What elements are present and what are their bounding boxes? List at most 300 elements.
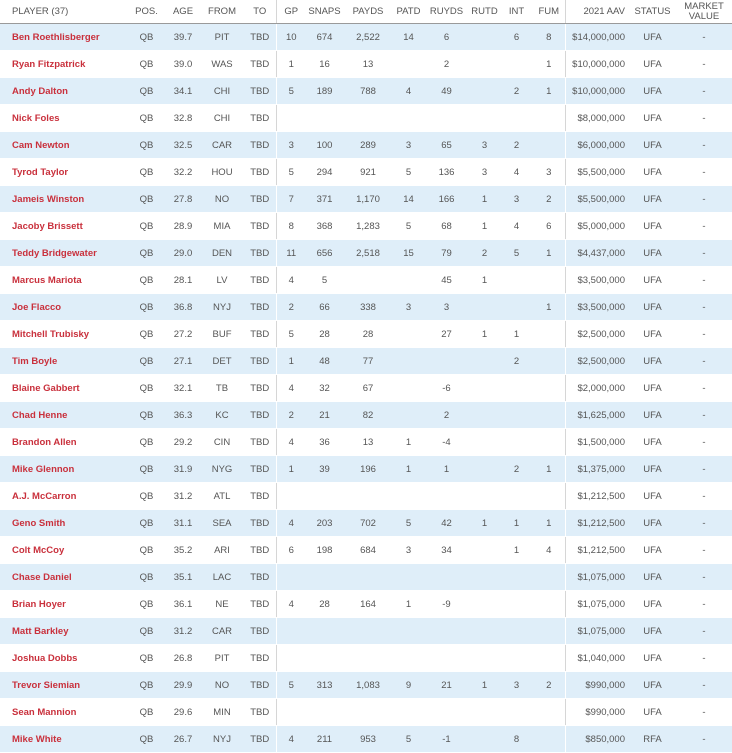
cell-payds: 1,170 [343, 186, 393, 213]
cell-int [500, 429, 533, 456]
cell-fum: 1 [533, 240, 565, 267]
cell-pos: QB [127, 456, 166, 483]
cell-patd: 14 [393, 186, 424, 213]
table-row[interactable] [0, 564, 732, 591]
col-header-rutd[interactable]: RUTD [469, 0, 500, 24]
cell-market-value: - [676, 402, 732, 429]
cell-pos: QB [127, 159, 166, 186]
table-row[interactable] [0, 537, 732, 564]
cell-snaps: 32 [306, 375, 343, 402]
cell-fum: 1 [533, 456, 565, 483]
cell-patd [393, 402, 424, 429]
table-row[interactable] [0, 672, 732, 699]
table-row[interactable] [0, 645, 732, 672]
cell-aav: $2,500,000 [565, 321, 629, 348]
cell-to: TBD [244, 267, 276, 294]
col-header-int[interactable]: INT [500, 0, 533, 24]
cell-fum [533, 726, 565, 753]
cell-fum [533, 699, 565, 726]
cell-payds [343, 699, 393, 726]
table-row[interactable] [0, 483, 732, 510]
col-header-status[interactable]: STATUS [629, 0, 676, 24]
cell-pos: QB [127, 672, 166, 699]
cell-payds [343, 618, 393, 645]
cell-payds: 196 [343, 456, 393, 483]
cell-snaps: 189 [306, 78, 343, 105]
table-row[interactable] [0, 348, 732, 375]
cell-snaps: 28 [306, 321, 343, 348]
cell-payds: 289 [343, 132, 393, 159]
cell-aav: $5,500,000 [565, 186, 629, 213]
cell-status: UFA [629, 591, 676, 618]
cell-to: TBD [244, 186, 276, 213]
cell-from: KC [200, 402, 244, 429]
cell-player[interactable]: Ben Roethlisberger [0, 24, 127, 51]
cell-fum: 2 [533, 672, 565, 699]
cell-market-value: - [676, 159, 732, 186]
cell-snaps [306, 564, 343, 591]
cell-pos: QB [127, 645, 166, 672]
cell-patd [393, 51, 424, 78]
cell-player[interactable]: Cam Newton [0, 132, 127, 159]
cell-patd: 5 [393, 510, 424, 537]
cell-payds: 702 [343, 510, 393, 537]
cell-rutd: 1 [469, 672, 500, 699]
cell-from: CAR [200, 132, 244, 159]
cell-fum [533, 483, 565, 510]
cell-aav: $1,075,000 [565, 618, 629, 645]
cell-patd [393, 267, 424, 294]
cell-rutd: 2 [469, 240, 500, 267]
cell-pos: QB [127, 375, 166, 402]
col-header-age[interactable]: AGE [166, 0, 200, 24]
cell-fum: 1 [533, 294, 565, 321]
cell-pos: QB [127, 294, 166, 321]
cell-from: MIA [200, 213, 244, 240]
cell-snaps: 203 [306, 510, 343, 537]
cell-int [500, 267, 533, 294]
cell-aav: $990,000 [565, 672, 629, 699]
cell-status: UFA [629, 564, 676, 591]
cell-status: UFA [629, 483, 676, 510]
table-row[interactable] [0, 618, 732, 645]
cell-player[interactable]: Blaine Gabbert [0, 375, 127, 402]
cell-from: NYJ [200, 294, 244, 321]
cell-from: ATL [200, 483, 244, 510]
cell-int: 2 [500, 456, 533, 483]
cell-age: 31.1 [166, 510, 200, 537]
cell-gp: 5 [276, 321, 306, 348]
cell-int: 2 [500, 348, 533, 375]
cell-player[interactable]: Geno Smith [0, 510, 127, 537]
cell-player[interactable]: Trevor Siemian [0, 672, 127, 699]
cell-ruyds [424, 564, 469, 591]
cell-pos: QB [127, 429, 166, 456]
cell-fum [533, 267, 565, 294]
cell-payds: 1,083 [343, 672, 393, 699]
cell-to: TBD [244, 672, 276, 699]
cell-gp: 10 [276, 24, 306, 51]
table-row[interactable] [0, 24, 732, 51]
cell-fum [533, 105, 565, 132]
cell-status: UFA [629, 213, 676, 240]
cell-gp: 2 [276, 294, 306, 321]
cell-ruyds: 2 [424, 402, 469, 429]
cell-aav: $850,000 [565, 726, 629, 753]
cell-pos: QB [127, 78, 166, 105]
cell-int: 1 [500, 510, 533, 537]
cell-snaps: 198 [306, 537, 343, 564]
cell-payds: 82 [343, 402, 393, 429]
cell-payds: 67 [343, 375, 393, 402]
cell-status: UFA [629, 186, 676, 213]
col-header-aav[interactable]: 2021 AAV [565, 0, 629, 24]
cell-player[interactable]: Brian Hoyer [0, 591, 127, 618]
cell-int: 2 [500, 78, 533, 105]
cell-from: LAC [200, 564, 244, 591]
cell-age: 32.2 [166, 159, 200, 186]
cell-status: UFA [629, 375, 676, 402]
cell-patd: 1 [393, 591, 424, 618]
cell-age: 28.1 [166, 267, 200, 294]
table-row[interactable] [0, 240, 732, 267]
cell-ruyds: 34 [424, 537, 469, 564]
cell-rutd [469, 348, 500, 375]
cell-player[interactable]: Mike Glennon [0, 456, 127, 483]
cell-patd: 3 [393, 537, 424, 564]
table-row[interactable] [0, 159, 732, 186]
cell-aav: $14,000,000 [565, 24, 629, 51]
cell-aav: $1,212,500 [565, 537, 629, 564]
market-header-line2: VALUE [688, 10, 720, 22]
cell-age: 26.8 [166, 645, 200, 672]
cell-fum [533, 645, 565, 672]
table-row[interactable] [0, 267, 732, 294]
col-header-to[interactable]: TO [244, 0, 276, 24]
cell-fum [533, 429, 565, 456]
cell-player[interactable]: Joshua Dobbs [0, 645, 127, 672]
table-row[interactable] [0, 375, 732, 402]
cell-status: UFA [629, 456, 676, 483]
cell-from: MIN [200, 699, 244, 726]
cell-gp: 7 [276, 186, 306, 213]
cell-snaps: 5 [306, 267, 343, 294]
cell-pos: QB [127, 105, 166, 132]
cell-gp: 4 [276, 429, 306, 456]
table-row[interactable] [0, 726, 732, 753]
cell-status: UFA [629, 105, 676, 132]
cell-snaps: 21 [306, 402, 343, 429]
cell-player[interactable]: Joe Flacco [0, 294, 127, 321]
col-header-payds[interactable]: PAYDS [343, 0, 393, 24]
cell-status: UFA [629, 672, 676, 699]
table-row[interactable] [0, 591, 732, 618]
table-row[interactable] [0, 429, 732, 456]
cell-int: 4 [500, 213, 533, 240]
cell-fum [533, 402, 565, 429]
cell-to: TBD [244, 24, 276, 51]
cell-status: UFA [629, 321, 676, 348]
cell-player[interactable]: Brandon Allen [0, 429, 127, 456]
cell-player[interactable]: Ryan Fitzpatrick [0, 51, 127, 78]
cell-market-value: - [676, 24, 732, 51]
cell-player[interactable]: Tyrod Taylor [0, 159, 127, 186]
cell-age: 35.1 [166, 564, 200, 591]
table-row[interactable] [0, 510, 732, 537]
cell-gp: 8 [276, 213, 306, 240]
cell-gp: 4 [276, 591, 306, 618]
cell-market-value: - [676, 564, 732, 591]
cell-ruyds: 79 [424, 240, 469, 267]
cell-int [500, 699, 533, 726]
table-row[interactable] [0, 402, 732, 429]
cell-patd: 9 [393, 672, 424, 699]
cell-pos: QB [127, 618, 166, 645]
cell-gp: 3 [276, 132, 306, 159]
cell-pos: QB [127, 510, 166, 537]
cell-pos: QB [127, 321, 166, 348]
cell-patd [393, 348, 424, 375]
cell-to: TBD [244, 159, 276, 186]
cell-aav: $8,000,000 [565, 105, 629, 132]
cell-aav: $1,075,000 [565, 591, 629, 618]
cell-patd [393, 618, 424, 645]
cell-fum: 1 [533, 510, 565, 537]
cell-payds: 77 [343, 348, 393, 375]
cell-payds: 2,522 [343, 24, 393, 51]
cell-status: RFA [629, 726, 676, 753]
cell-int: 4 [500, 159, 533, 186]
cell-aav: $2,500,000 [565, 348, 629, 375]
cell-age: 35.2 [166, 537, 200, 564]
col-header-market-value[interactable] [676, 0, 732, 24]
cell-snaps: 211 [306, 726, 343, 753]
cell-payds: 1,283 [343, 213, 393, 240]
cell-player[interactable]: Teddy Bridgewater [0, 240, 127, 267]
cell-status: UFA [629, 510, 676, 537]
cell-ruyds: 2 [424, 51, 469, 78]
col-header-fum[interactable]: FUM [533, 0, 565, 24]
table-row[interactable] [0, 51, 732, 78]
cell-payds [343, 645, 393, 672]
cell-to: TBD [244, 591, 276, 618]
cell-status: UFA [629, 294, 676, 321]
cell-status: UFA [629, 78, 676, 105]
cell-rutd [469, 456, 500, 483]
cell-snaps: 36 [306, 429, 343, 456]
cell-int: 2 [500, 132, 533, 159]
cell-ruyds: -1 [424, 726, 469, 753]
cell-ruyds [424, 105, 469, 132]
cell-rutd [469, 51, 500, 78]
col-header-from[interactable]: FROM [200, 0, 244, 24]
cell-to: TBD [244, 78, 276, 105]
cell-ruyds: 166 [424, 186, 469, 213]
cell-patd: 3 [393, 132, 424, 159]
cell-market-value: - [676, 591, 732, 618]
cell-int: 6 [500, 24, 533, 51]
cell-player[interactable]: Andy Dalton [0, 78, 127, 105]
col-header-snaps[interactable]: SNAPS [306, 0, 343, 24]
cell-ruyds: 49 [424, 78, 469, 105]
cell-to: TBD [244, 132, 276, 159]
cell-ruyds: -4 [424, 429, 469, 456]
cell-ruyds: 65 [424, 132, 469, 159]
cell-from: NYJ [200, 726, 244, 753]
cell-age: 36.1 [166, 591, 200, 618]
cell-age: 27.2 [166, 321, 200, 348]
cell-patd [393, 699, 424, 726]
cell-gp: 4 [276, 510, 306, 537]
cell-market-value: - [676, 240, 732, 267]
cell-aav: $2,000,000 [565, 375, 629, 402]
cell-pos: QB [127, 483, 166, 510]
cell-age: 29.6 [166, 699, 200, 726]
cell-ruyds [424, 618, 469, 645]
col-header-player[interactable]: PLAYER (37) [0, 0, 127, 24]
cell-snaps [306, 645, 343, 672]
cell-player[interactable]: A.J. McCarron [0, 483, 127, 510]
cell-player[interactable]: Matt Barkley [0, 618, 127, 645]
cell-gp: 5 [276, 672, 306, 699]
cell-market-value: - [676, 645, 732, 672]
table-row[interactable] [0, 213, 732, 240]
cell-pos: QB [127, 51, 166, 78]
cell-player[interactable]: Chad Henne [0, 402, 127, 429]
cell-status: UFA [629, 132, 676, 159]
cell-pos: QB [127, 240, 166, 267]
cell-player[interactable]: Tim Boyle [0, 348, 127, 375]
cell-from: DET [200, 348, 244, 375]
cell-rutd [469, 105, 500, 132]
cell-int: 3 [500, 186, 533, 213]
col-header-gp[interactable]: GP [276, 0, 306, 24]
cell-market-value: - [676, 132, 732, 159]
cell-player[interactable]: Sean Mannion [0, 699, 127, 726]
cell-status: UFA [629, 429, 676, 456]
cell-snaps: 371 [306, 186, 343, 213]
cell-int [500, 591, 533, 618]
cell-player[interactable]: Mitchell Trubisky [0, 321, 127, 348]
cell-to: TBD [244, 564, 276, 591]
cell-rutd [469, 24, 500, 51]
cell-from: NYG [200, 456, 244, 483]
table-row[interactable] [0, 321, 732, 348]
table-body [0, 24, 732, 753]
cell-player[interactable]: Mike White [0, 726, 127, 753]
col-header-ruyds[interactable]: RUYDS [424, 0, 469, 24]
cell-int: 1 [500, 537, 533, 564]
cell-market-value: - [676, 348, 732, 375]
cell-status: UFA [629, 159, 676, 186]
cell-aav: $1,375,000 [565, 456, 629, 483]
cell-to: TBD [244, 510, 276, 537]
cell-status: UFA [629, 618, 676, 645]
table-row[interactable] [0, 294, 732, 321]
cell-aav: $4,437,000 [565, 240, 629, 267]
cell-from: ARI [200, 537, 244, 564]
cell-gp [276, 699, 306, 726]
table-row[interactable] [0, 105, 732, 132]
cell-age: 29.0 [166, 240, 200, 267]
cell-from: PIT [200, 645, 244, 672]
cell-player[interactable]: Jacoby Brissett [0, 213, 127, 240]
cell-rutd [469, 726, 500, 753]
cell-patd [393, 483, 424, 510]
cell-ruyds: 27 [424, 321, 469, 348]
cell-gp: 4 [276, 267, 306, 294]
table-row[interactable] [0, 456, 732, 483]
table-row[interactable] [0, 699, 732, 726]
cell-market-value: - [676, 375, 732, 402]
cell-int [500, 294, 533, 321]
cell-payds: 164 [343, 591, 393, 618]
cell-from: CHI [200, 105, 244, 132]
cell-player[interactable]: Colt McCoy [0, 537, 127, 564]
cell-to: TBD [244, 294, 276, 321]
cell-snaps: 100 [306, 132, 343, 159]
cell-payds [343, 564, 393, 591]
cell-to: TBD [244, 483, 276, 510]
cell-player[interactable]: Nick Foles [0, 105, 127, 132]
cell-pos: QB [127, 699, 166, 726]
cell-rutd [469, 78, 500, 105]
cell-pos: QB [127, 402, 166, 429]
cell-status: UFA [629, 267, 676, 294]
cell-pos: QB [127, 186, 166, 213]
cell-gp [276, 105, 306, 132]
cell-age: 31.2 [166, 483, 200, 510]
table-row[interactable] [0, 78, 732, 105]
cell-pos: QB [127, 564, 166, 591]
cell-age: 31.9 [166, 456, 200, 483]
table-row[interactable] [0, 186, 732, 213]
cell-from: LV [200, 267, 244, 294]
cell-age: 27.8 [166, 186, 200, 213]
cell-aav: $1,625,000 [565, 402, 629, 429]
cell-status: UFA [629, 699, 676, 726]
table-row[interactable] [0, 132, 732, 159]
col-header-pos[interactable]: POS. [127, 0, 166, 24]
cell-gp [276, 564, 306, 591]
cell-rutd [469, 591, 500, 618]
cell-rutd: 3 [469, 159, 500, 186]
cell-patd [393, 321, 424, 348]
cell-market-value: - [676, 186, 732, 213]
cell-player[interactable]: Jameis Winston [0, 186, 127, 213]
cell-int [500, 618, 533, 645]
cell-fum [533, 348, 565, 375]
col-header-patd[interactable]: PATD [393, 0, 424, 24]
cell-gp: 2 [276, 402, 306, 429]
cell-rutd [469, 618, 500, 645]
cell-gp [276, 618, 306, 645]
cell-to: TBD [244, 375, 276, 402]
cell-fum: 2 [533, 186, 565, 213]
cell-patd: 5 [393, 159, 424, 186]
cell-patd: 3 [393, 294, 424, 321]
cell-to: TBD [244, 537, 276, 564]
cell-snaps: 48 [306, 348, 343, 375]
cell-player[interactable]: Marcus Mariota [0, 267, 127, 294]
cell-market-value: - [676, 672, 732, 699]
cell-age: 29.2 [166, 429, 200, 456]
cell-player[interactable]: Chase Daniel [0, 564, 127, 591]
cell-fum: 1 [533, 51, 565, 78]
cell-age: 32.5 [166, 132, 200, 159]
cell-to: TBD [244, 402, 276, 429]
cell-market-value: - [676, 726, 732, 753]
